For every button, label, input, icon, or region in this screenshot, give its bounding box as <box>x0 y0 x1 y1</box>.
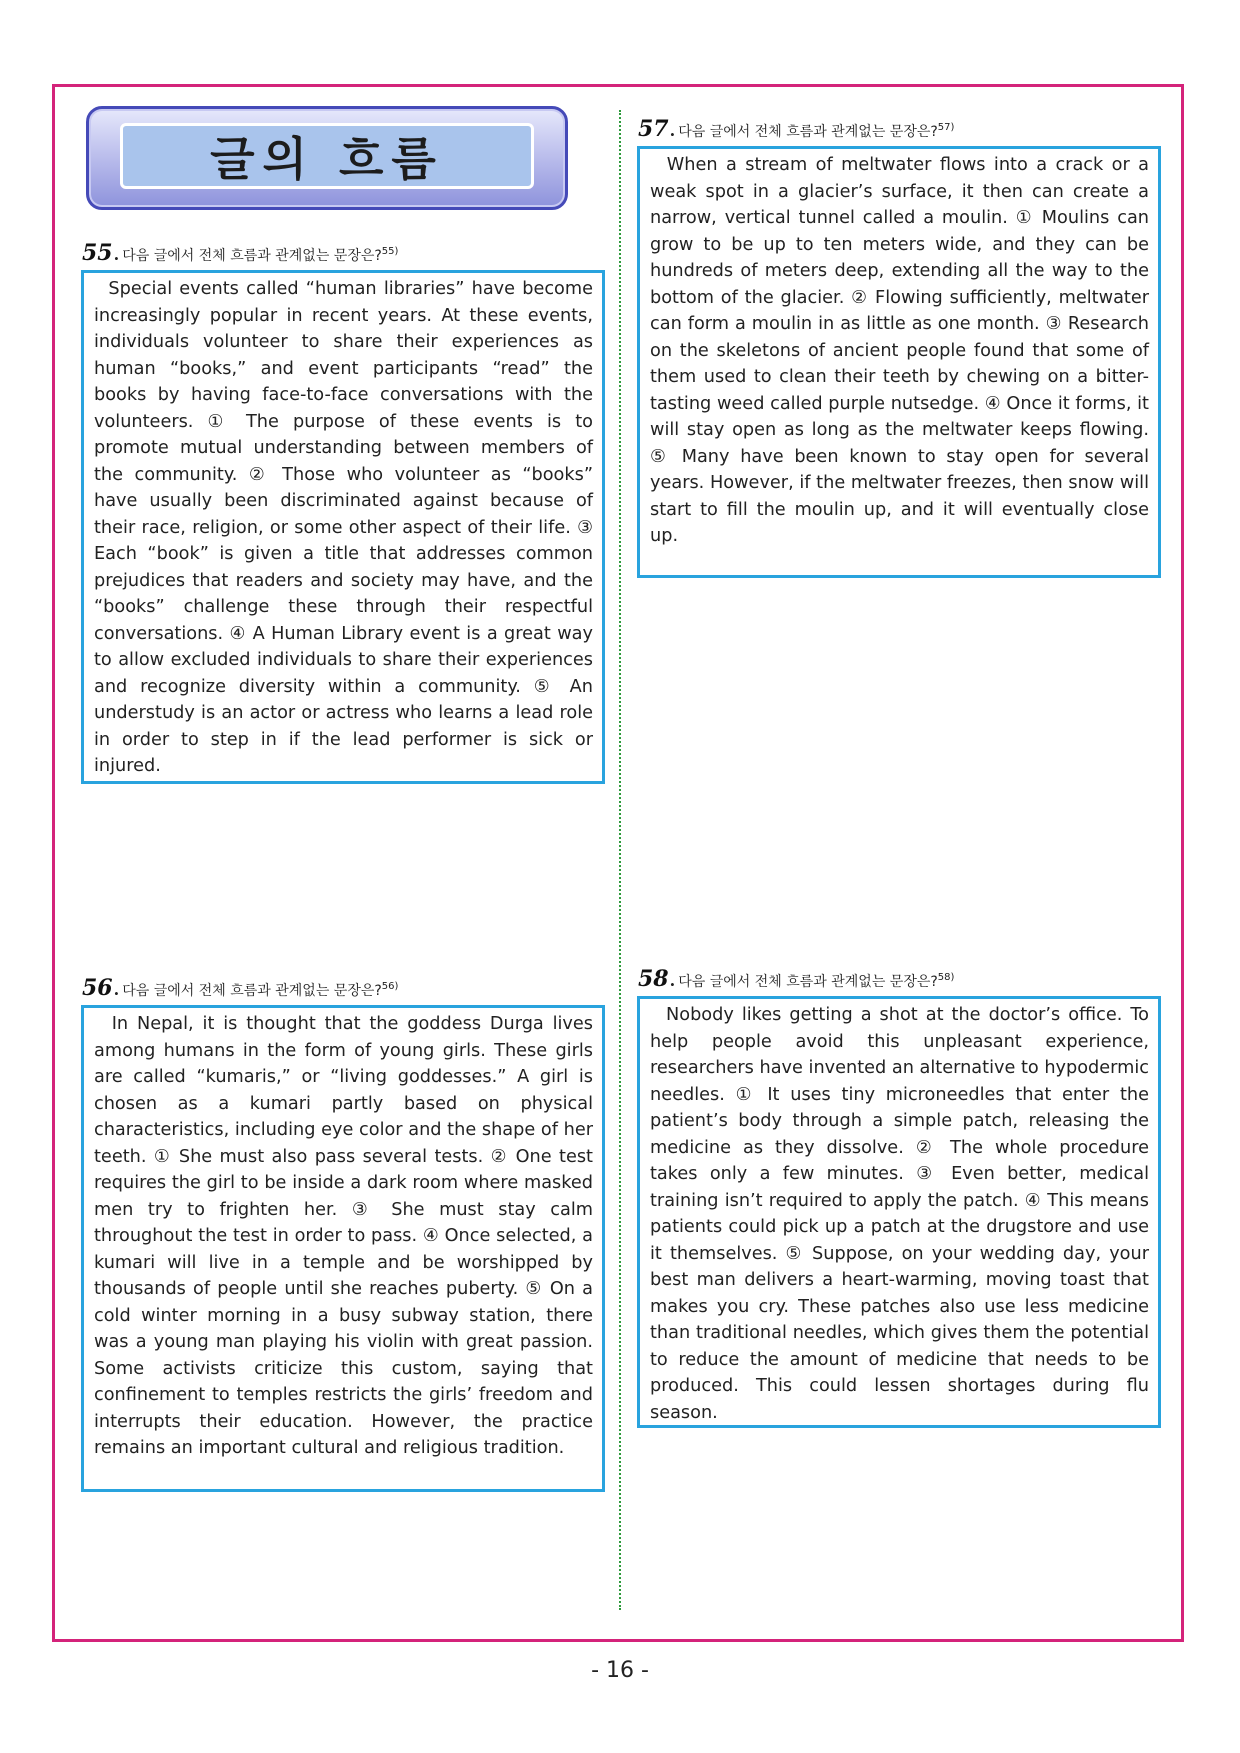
footnote-marker: 58) <box>937 972 955 983</box>
footnote-marker: 56) <box>381 981 399 992</box>
footnote-marker: 57) <box>937 122 955 133</box>
question-57-heading <box>638 116 954 142</box>
question-57-passage: When a stream of meltwater flows into a crack or a weak spot in a glacier’s surface, it then can create a narrow, vertical tunnel called a moulin. ① Moulins can grow to be up to ten meters wide, and they can be hundreds of meters deep, extending all the way to the bottom of the glacier. ② Flowing sufficiently, meltwater can form a moulin in as little as one month. ③ Research on the skeletons of ancient people found that some of them used to clean their teeth by chewing on a bitter-tasting weed called purple nutsedge. ④ Once it forms, it will stay open as long as the meltwater keeps flowing. ⑤ Many have been known to stay open for several years. However, if the meltwater freezes, then snow will start to fill the moulin up, and it will eventually close up. <box>637 146 1161 578</box>
question-dot: . <box>669 121 676 140</box>
question-dot: . <box>669 971 676 990</box>
question-prompt: 다음 글에서 전체 흐름과 관계없는 문장은? <box>122 983 382 999</box>
question-55-passage: Special events called “human libraries” have become increasingly popular in recent years. At these events, individuals volunteer to share their experiences as human “books,” and event participants “read” the books by having face-to-face conversations with the volunteers. ① The purpose of these events is to promote mutual understanding between members of the community. ② Those who volunteer as “books” have usually been discriminated against because of their race, religion, or some other aspect of their life. ③ Each “book” is given a title that addresses common prejudices that readers and society may have, and the “books” challenge these through their respectful conversations. ④ A Human Library event is a great way to allow excluded individuals to share their experiences and recognize diversity within a community. ⑤ An understudy is an actor or actress who learns a lead role in order to step in if the lead performer is sick or injured. <box>81 270 605 784</box>
question-number: 55 <box>82 240 113 266</box>
question-number: 57 <box>638 116 669 142</box>
page-number: - 16 - <box>591 1658 649 1683</box>
question-number: 58 <box>638 966 669 992</box>
section-title-banner <box>86 106 568 210</box>
section-title: 글의 흐름 <box>210 132 444 186</box>
question-prompt: 다음 글에서 전체 흐름과 관계없는 문장은? <box>122 248 382 264</box>
question-56-heading <box>82 975 398 1001</box>
question-dot: . <box>113 980 120 999</box>
question-58-heading <box>638 966 954 992</box>
question-dot: . <box>113 245 120 264</box>
question-55-heading <box>82 240 398 266</box>
question-number: 56 <box>82 975 113 1001</box>
question-prompt: 다음 글에서 전체 흐름과 관계없는 문장은? <box>678 124 938 140</box>
question-56-passage: In Nepal, it is thought that the goddess Durga lives among humans in the form of young girls. These girls are called “kumaris,” or “living goddesses.” A girl is chosen as a kumari partly based on physical characteristics, including eye color and the shape of her teeth. ① She must also pass several tests. ② One test requires the girl to be inside a dark room where masked men try to frighten her. ③ She must stay calm throughout the test in order to pass. ④ Once selected, a kumari will live in a temple and be worshipped by thousands of people until she reaches puberty. ⑤ On a cold winter morning in a busy subway station, there was a young man playing his violin with great passion. Some activists criticize this custom, saying that confinement to temples restricts the girls’ freedom and interrupts their education. However, the practice remains an important cultural and religious tradition. <box>81 1005 605 1492</box>
footnote-marker: 55) <box>381 246 399 257</box>
question-prompt: 다음 글에서 전체 흐름과 관계없는 문장은? <box>678 974 938 990</box>
question-58-passage: Nobody likes getting a shot at the doctor’s office. To help people avoid this unpleasant experience, researchers have invented an alternative to hypodermic needles. ① It uses tiny microneedles that enter the patient’s body through a simple patch, releasing the medicine as they dissolve. ② The whole procedure takes only a few minutes. ③ Even better, medical training isn’t required to apply the patch. ④ This means patients could pick up a patch at the drugstore and use it themselves. ⑤ Suppose, on your wedding day, your best man delivers a heart-warming, moving toast that makes you cry. These patches also use less medicine than traditional needles, which gives them the potential to reduce the amount of medicine that needs to be produced. This could lessen shortages during flu season. <box>637 996 1161 1428</box>
column-divider <box>619 110 621 1610</box>
section-title-panel <box>120 123 534 189</box>
